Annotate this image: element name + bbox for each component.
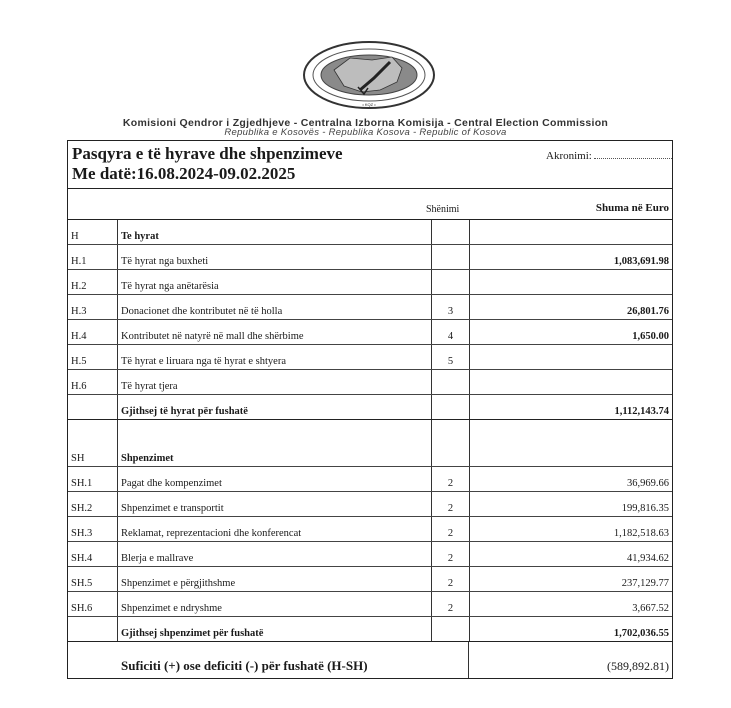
table-row bbox=[68, 295, 672, 320]
row-note: 4 bbox=[432, 320, 470, 345]
row-code: SH.6 bbox=[68, 592, 118, 617]
statement-period: Me datë:16.08.2024-09.02.2025 bbox=[72, 164, 296, 183]
note-cell bbox=[432, 420, 470, 467]
total-note bbox=[432, 395, 470, 420]
row-note: 2 bbox=[432, 467, 470, 492]
row-amount: 199,816.35 bbox=[470, 492, 673, 517]
statement-title-box bbox=[68, 141, 672, 189]
acronym-label: Akronimi: bbox=[546, 150, 592, 162]
svg-text:• KQZ •: • KQZ • bbox=[362, 102, 376, 107]
row-code: SH.5 bbox=[68, 567, 118, 592]
row-code: H.1 bbox=[68, 245, 118, 270]
row-label: Donacionet dhe kontributet në të holla bbox=[118, 295, 432, 320]
table-row bbox=[68, 270, 672, 295]
note-cell bbox=[432, 220, 470, 245]
row-label: Të hyrat e liruara nga të hyrat e shtyera bbox=[118, 345, 432, 370]
table-row bbox=[68, 542, 672, 567]
row-amount: 237,129.77 bbox=[470, 567, 673, 592]
acronym-blank bbox=[594, 148, 672, 159]
table-row bbox=[68, 245, 672, 270]
table-row bbox=[68, 370, 672, 395]
total-note bbox=[432, 617, 470, 642]
row-note bbox=[432, 270, 470, 295]
total-amount: 1,702,036.55 bbox=[470, 617, 673, 642]
income-section-row bbox=[68, 220, 672, 245]
row-amount: 3,667.52 bbox=[470, 592, 673, 617]
row-code: SH.4 bbox=[68, 542, 118, 567]
section-label: Te hyrat bbox=[118, 220, 432, 245]
row-label: Të hyrat tjera bbox=[118, 370, 432, 395]
note-column-header: Shënimi bbox=[426, 204, 460, 215]
row-amount: 36,969.66 bbox=[470, 467, 673, 492]
row-label: Të hyrat nga buxheti bbox=[118, 245, 432, 270]
row-amount: 1,182,518.63 bbox=[470, 517, 673, 542]
amount-cell bbox=[470, 220, 673, 245]
row-label: Kontributet në natyrë në mall dhe shërbime bbox=[118, 320, 432, 345]
row-label: Shpenzimet e transportit bbox=[118, 492, 432, 517]
row-note: 2 bbox=[432, 542, 470, 567]
row-label: Të hyrat nga anëtarësia bbox=[118, 270, 432, 295]
table-row bbox=[68, 567, 672, 592]
total-label: Gjithsej të hyrat për fushatë bbox=[118, 395, 432, 420]
row-code: H.4 bbox=[68, 320, 118, 345]
total-amount: 1,112,143.74 bbox=[470, 395, 673, 420]
row-amount bbox=[470, 345, 673, 370]
row-label: Blerja e mallrave bbox=[118, 542, 432, 567]
row-code: H.6 bbox=[68, 370, 118, 395]
row-amount: 1,083,691.98 bbox=[470, 245, 673, 270]
row-code: SH.1 bbox=[68, 467, 118, 492]
row-label: Pagat dhe kompenzimet bbox=[118, 467, 432, 492]
row-amount bbox=[470, 270, 673, 295]
column-header-row bbox=[68, 189, 672, 220]
statement-title: Pasqyra e të hyrave dhe shpenzimeve bbox=[72, 144, 343, 163]
table-row bbox=[68, 592, 672, 617]
amount-cell bbox=[470, 420, 673, 467]
cec-seal-icon bbox=[302, 40, 436, 110]
table-row bbox=[68, 517, 672, 542]
row-note: 2 bbox=[432, 492, 470, 517]
row-amount: 41,934.62 bbox=[470, 542, 673, 567]
section-code: H bbox=[68, 220, 118, 245]
result-amount: (589,892.81) bbox=[607, 659, 669, 673]
expenses-section-row bbox=[68, 420, 672, 467]
row-code: H.5 bbox=[68, 345, 118, 370]
result-label: Suficiti (+) ose deficiti (-) për fushatë (H-SH) bbox=[121, 658, 368, 673]
acronym-field bbox=[546, 148, 672, 162]
table-row bbox=[68, 492, 672, 517]
row-note: 2 bbox=[432, 567, 470, 592]
result-row bbox=[68, 642, 672, 678]
row-label: Reklamat, reprezentacioni dhe konferencat bbox=[118, 517, 432, 542]
row-label: Shpenzimet e përgjithshme bbox=[118, 567, 432, 592]
republic-name: Republika e Kosovës - Republika Kosova - Republic of Kosova bbox=[224, 127, 507, 138]
income-total-row bbox=[68, 395, 672, 420]
table-row bbox=[68, 345, 672, 370]
table-row bbox=[68, 320, 672, 345]
row-code: SH.3 bbox=[68, 517, 118, 542]
total-code bbox=[68, 395, 118, 420]
row-code: SH.2 bbox=[68, 492, 118, 517]
section-label: Shpenzimet bbox=[118, 420, 432, 467]
row-note: 2 bbox=[432, 517, 470, 542]
result-divider bbox=[468, 642, 469, 678]
row-label: Shpenzimet e ndryshme bbox=[118, 592, 432, 617]
row-amount bbox=[470, 370, 673, 395]
row-amount: 26,801.76 bbox=[470, 295, 673, 320]
row-code: H.2 bbox=[68, 270, 118, 295]
organization-name: Komisioni Qendror i Zgjedhjeve - Centralna Izborna Komisija - Central Election Commission bbox=[122, 117, 609, 129]
financial-statement bbox=[67, 140, 673, 679]
total-label: Gjithsej shpenzimet për fushatë bbox=[118, 617, 432, 642]
row-code: H.3 bbox=[68, 295, 118, 320]
table-row bbox=[68, 467, 672, 492]
row-amount: 1,650.00 bbox=[470, 320, 673, 345]
row-note bbox=[432, 370, 470, 395]
row-note: 3 bbox=[432, 295, 470, 320]
row-note bbox=[432, 245, 470, 270]
statement-table bbox=[68, 220, 672, 642]
expenses-total-row bbox=[68, 617, 672, 642]
amount-column-header: Shuma në Euro bbox=[595, 202, 669, 214]
row-note: 5 bbox=[432, 345, 470, 370]
row-note: 2 bbox=[432, 592, 470, 617]
total-code bbox=[68, 617, 118, 642]
section-code: SH bbox=[68, 420, 118, 467]
